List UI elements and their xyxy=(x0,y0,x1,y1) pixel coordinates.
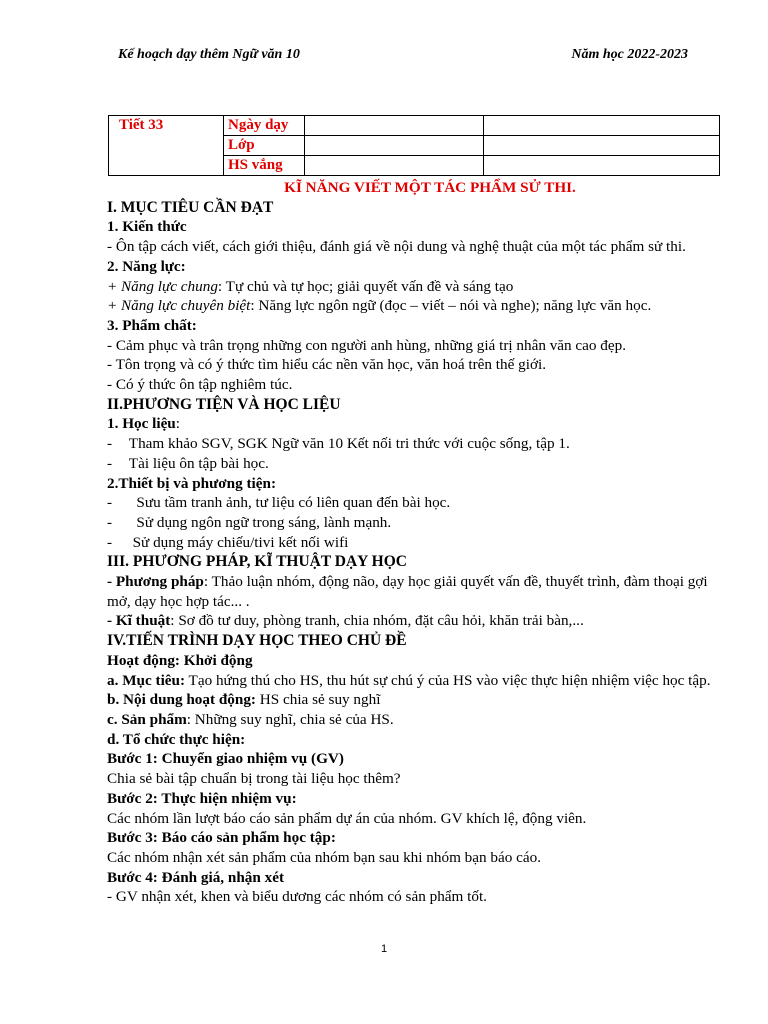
equipment-item-text: Sử dụng máy chiếu/tivi kết nối wifi xyxy=(132,533,349,551)
section-process-heading: IV.TIẾN TRÌNH DẠY HỌC THEO CHỦ ĐỀ xyxy=(107,632,407,650)
activity-content-label: b. Nội dung hoạt động: xyxy=(107,691,256,709)
lesson-title: KĨ NĂNG VIẾT MỘT TÁC PHẨM SỬ THI. xyxy=(284,179,576,196)
objective-value: Tạo hứng thú cho HS, thu hút sự chú ý của HS vào việc thực hiện nhiệm việc học tập. xyxy=(185,671,711,689)
document-body xyxy=(107,178,713,907)
equipment-heading: 2.Thiết bị và phương tiện: xyxy=(107,474,277,492)
knowledge-heading: 1. Kiến thức xyxy=(107,218,187,236)
general-competence-label: + Năng lực chung xyxy=(107,277,218,295)
equipment-item: - Sử dụng máy chiếu/tivi kết nối wifi xyxy=(107,533,349,551)
activity-heading: Hoạt động: Khởi động xyxy=(107,651,253,669)
techniques-text xyxy=(107,611,713,631)
material-item-text: Tài liệu ôn tập bài học. xyxy=(128,454,269,472)
page-number: 1 xyxy=(380,943,388,955)
absent-students-value-cell xyxy=(305,156,484,176)
methods-value: : Thảo luận nhóm, động não, dạy học giải quyết vấn đề, thuyết trình, đàm thoại gợi mở, dạy học hợp tác... . xyxy=(107,573,708,610)
learning-materials-colon: : xyxy=(175,415,180,433)
section-methods-heading: III. PHƯƠNG PHÁP, KĨ THUẬT DẠY HỌC xyxy=(107,553,407,571)
organization-heading: d. Tổ chức thực hiện: xyxy=(107,730,246,748)
step-4-heading: Bước 4: Đánh giá, nhận xét xyxy=(107,868,285,886)
teaching-date-value-cell xyxy=(305,116,484,136)
absent-students-extra-cell xyxy=(484,156,720,176)
class-value-cell xyxy=(305,136,484,156)
step-1-heading: Bước 1: Chuyển giao nhiệm vụ (GV) xyxy=(107,750,344,768)
equipment-item-text: Sử dụng ngôn ngữ trong sáng, lành mạnh. xyxy=(136,513,392,531)
quality-item: - Có ý thức ôn tập nghiêm túc. xyxy=(107,376,293,394)
activity-content xyxy=(107,690,713,710)
step-3-heading: Bước 3: Báo cáo sản phẩm học tập: xyxy=(107,829,336,847)
page-header xyxy=(118,47,688,67)
section-materials-heading: II.PHƯƠNG TIỆN VÀ HỌC LIỆU xyxy=(107,395,341,413)
equipment-item-text: Sưu tầm tranh ảnh, tư liệu có liên quan đến bài học. xyxy=(136,494,451,512)
step-2-heading: Bước 2: Thực hiện nhiệm vụ: xyxy=(107,789,297,807)
equipment-item: - Sưu tầm tranh ảnh, tư liệu có liên quan đến bài học. xyxy=(107,494,451,512)
learning-materials-heading xyxy=(107,414,713,434)
quality-item: - Tôn trọng và có ý thức tìm hiểu các nền văn học, văn hoá trên thế giới. xyxy=(107,356,546,374)
header-school-year: Năm học 2022-2023 xyxy=(571,47,688,62)
product-label: c. Sản phẩm xyxy=(107,710,187,728)
objective-text xyxy=(107,671,713,691)
knowledge-text: - Ôn tập cách viết, cách giới thiệu, đánh giá về nội dung và nghệ thuật của một tác phẩm sử thi. xyxy=(107,238,686,256)
activity-content-value: HS chia sẻ suy nghĩ xyxy=(255,691,381,709)
specific-competence-text: : Năng lực ngôn ngữ (đọc – viết – nói và nghe); năng lực văn học. xyxy=(250,297,652,315)
class-label: Lớp xyxy=(224,136,305,156)
quality-item: - Cảm phục và trân trọng những con người anh hùng, những giá trị nhân văn cao đẹp. xyxy=(107,336,627,354)
techniques-value: : Sơ đồ tư duy, phòng tranh, chia nhóm, đặt câu hỏi, khăn trải bàn,... xyxy=(170,612,584,630)
header-plan-title: Kế hoạch dạy thêm Ngữ văn 10 xyxy=(118,47,300,62)
absent-students-label: HS vắng xyxy=(224,156,305,176)
specific-competence-label: + Năng lực chuyên biệt xyxy=(107,297,251,315)
techniques-label: - Kĩ thuật xyxy=(107,612,171,630)
product xyxy=(107,710,713,730)
step-1-text: Chia sẻ bài tập chuẩn bị trong tài liệu học thêm? xyxy=(107,770,401,788)
lesson-period-cell: Tiết 33 xyxy=(109,116,224,176)
general-competence xyxy=(107,277,713,297)
learning-materials-label: 1. Học liệu xyxy=(107,415,176,433)
product-value: : Những suy nghĩ, chia sẻ của HS. xyxy=(186,710,394,728)
objective-label: a. Mục tiêu: xyxy=(107,671,186,689)
class-extra-cell xyxy=(484,136,720,156)
step-3-text: Các nhóm nhận xét sản phẩm của nhóm bạn sau khi nhóm bạn báo cáo. xyxy=(107,848,542,866)
step-2-text: Các nhóm lần lượt báo cáo sản phẩm dự án của nhóm. GV khích lệ, động viên. xyxy=(107,809,587,827)
equipment-item: - Sử dụng ngôn ngữ trong sáng, lành mạnh. xyxy=(107,513,392,531)
section-objectives-heading: I. MỤC TIÊU CẦN ĐẠT xyxy=(107,198,274,216)
specific-competence xyxy=(107,296,713,316)
competence-heading: 2. Năng lực: xyxy=(107,257,186,275)
table-row xyxy=(109,116,720,136)
material-item: - Tài liệu ôn tập bài học. xyxy=(107,454,269,472)
teaching-date-label: Ngày dạy xyxy=(224,116,305,136)
methods-label: - Phương pháp xyxy=(107,573,204,591)
lesson-info-table xyxy=(108,115,720,176)
step-4-text: - GV nhận xét, khen và biểu dương các nhóm có sản phẩm tốt. xyxy=(107,888,487,906)
material-item-text: Tham khảo SGV, SGK Ngữ văn 10 Kết nối tri thức với cuộc sống, tập 1. xyxy=(128,435,570,453)
material-item: - Tham khảo SGV, SGK Ngữ văn 10 Kết nối tri thức với cuộc sống, tập 1. xyxy=(107,435,570,453)
qualities-heading: 3. Phẩm chất: xyxy=(107,316,197,334)
teaching-date-extra-cell xyxy=(484,116,720,136)
general-competence-text: : Tự chủ và tự học; giải quyết vấn đề và sáng tạo xyxy=(217,277,514,295)
methods-text xyxy=(107,572,713,611)
